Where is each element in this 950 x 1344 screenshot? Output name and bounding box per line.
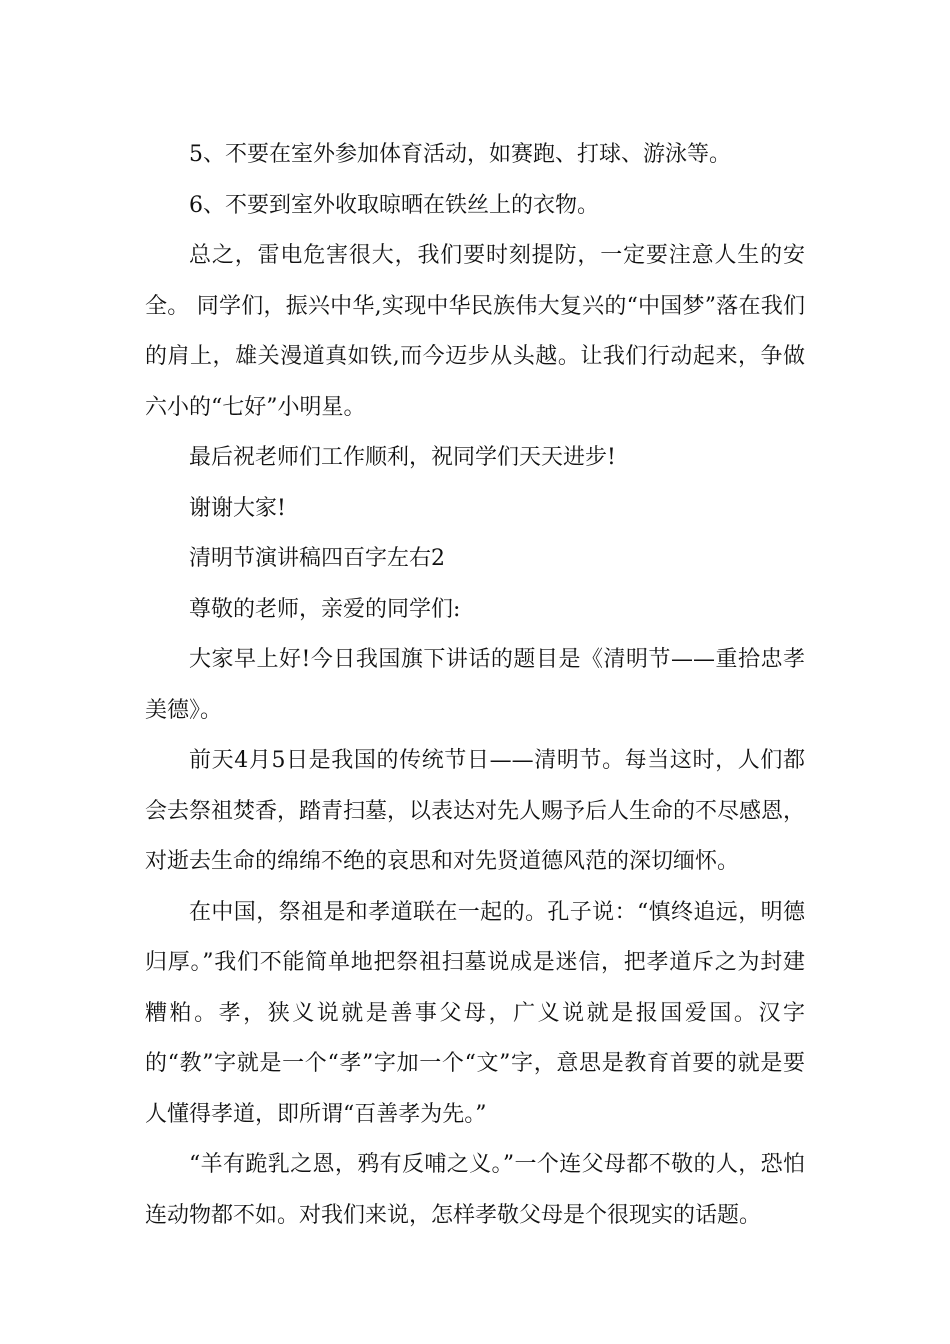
paragraph-thanks: 谢谢大家! (189, 495, 286, 521)
paragraph-item-5: 5、不要在室外参加体育活动，如赛跑、打球、游泳等。 (189, 142, 731, 167)
paragraph-salutation: 尊敬的老师，亲爱的同学们: (189, 596, 461, 622)
paragraph-item-6: 6、不要到室外收取晾晒在铁丝上的衣物。 (189, 192, 599, 218)
paragraph-filial-piety: 在中国，祭祖是和孝道联在一起的。孔子说：“慎终追远，明德归厚。”我们不能简单地把祭祖扫墓说成是迷信，把孝道斥之为封建糟粕。孝，狭义说就是善事父母，广义说就是报国爱国。汉字的“教”字就是一个“孝”字加一个“文”字，意思是教育首要的就是要人懂得孝道，即所谓“百善孝为先。” (145, 899, 806, 1127)
document-body (145, 130, 805, 1241)
section-title: 清明节演讲稿四百字左右2 (189, 546, 445, 571)
paragraph-proverb: “羊有跪乳之恩，鸦有反哺之义。”一个连父母都不敬的人，恐怕连动物都不如。对我们来说，怎样孝敬父母是个很现实的话题。 (145, 1152, 805, 1228)
paragraph-summary: 总之，雷电危害很大，我们要时刻提防，一定要注意人生的安全。 同学们，振兴中华,实现中华民族伟大复兴的“中国梦”落在我们的肩上，雄关漫道真如铁,而今迈步从头越。让我们行动起来，争做六小的“七好”小明星。 (145, 243, 805, 420)
paragraph-qingming: 前天4月5日是我国的传统节日——清明节。每当这时，人们都会去祭祖焚香，踏青扫墓，以表达对先人赐予后人生命的不尽感恩，对逝去生命的绵绵不绝的哀思和对先贤道德风范的深切缅怀。 (145, 748, 806, 874)
paragraph-wishes: 最后祝老师们工作顺利，祝同学们天天进步! (189, 445, 616, 470)
paragraph-greeting: 大家早上好!今日我国旗下讲话的题目是《清明节——重拾忠孝美德》。 (145, 647, 805, 723)
